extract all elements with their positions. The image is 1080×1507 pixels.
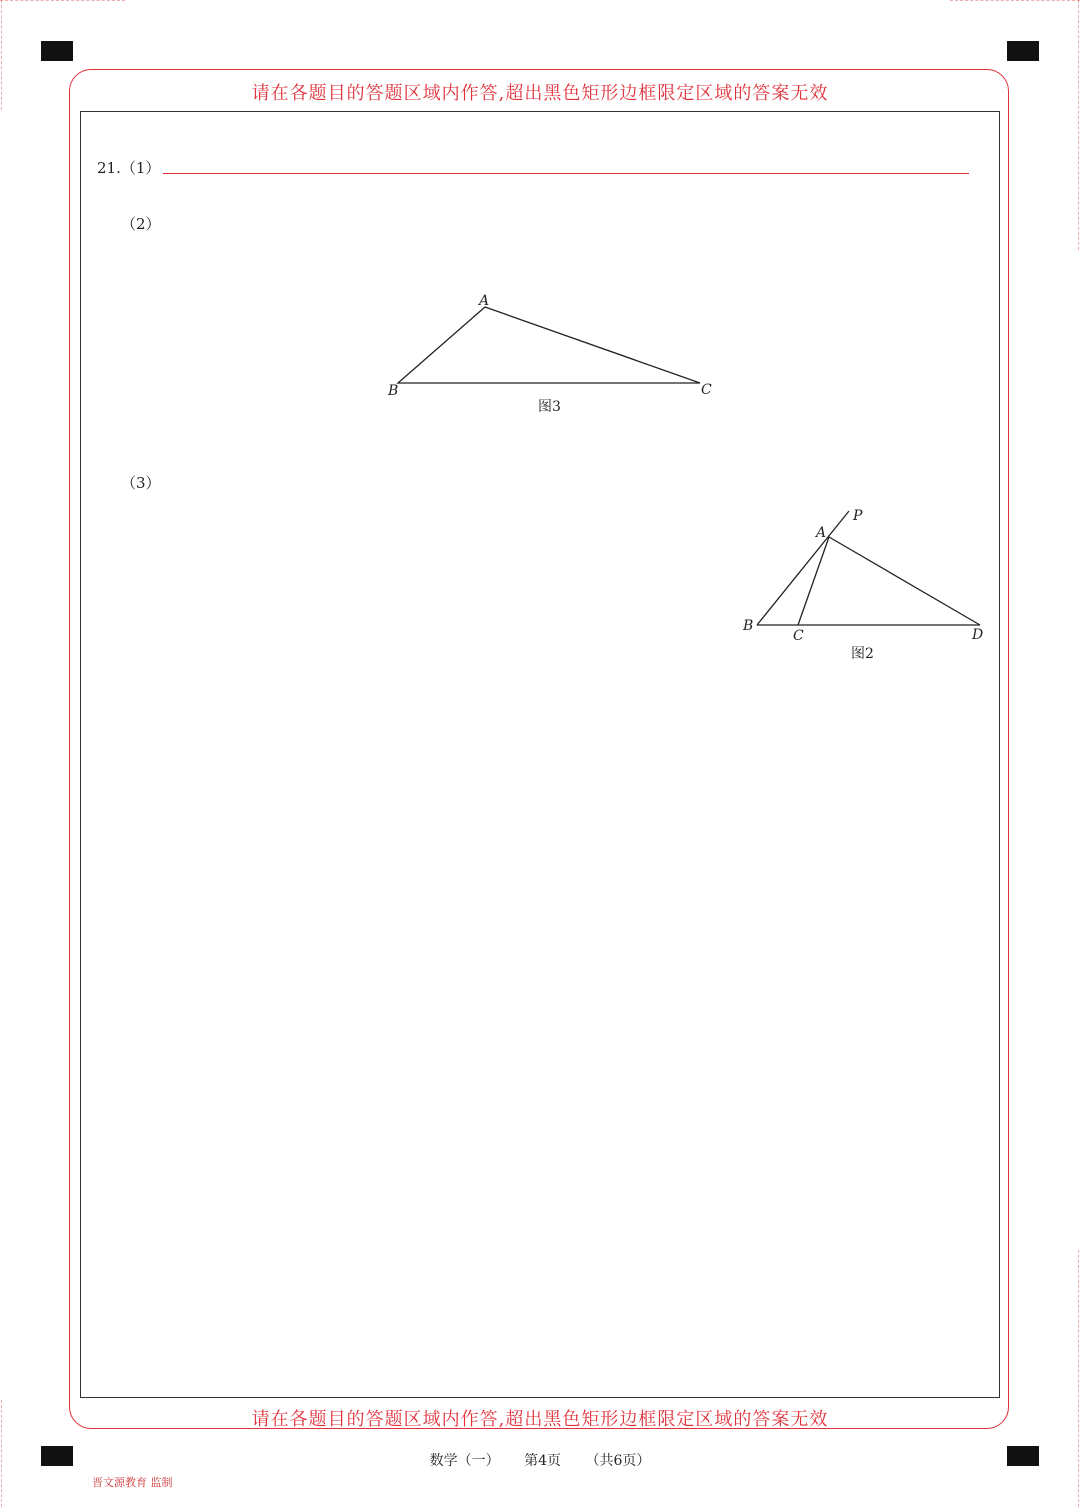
- triangle-abc: [398, 307, 700, 383]
- vertex-label-c: C: [701, 382, 712, 398]
- segment-ac: [798, 537, 829, 625]
- segment-bp: [757, 511, 849, 625]
- warning-text-top: 请在各题目的答题区域内作答,超出黑色矩形边框限定区域的答案无效: [251, 83, 829, 104]
- registration-mark-top-right: [1007, 41, 1039, 61]
- warning-text-bottom: 请在各题目的答题区域内作答,超出黑色矩形边框限定区域的答案无效: [251, 1409, 829, 1430]
- point-label-p: P: [853, 508, 863, 524]
- figure-2-caption: 图2: [851, 646, 874, 662]
- crop-guide-right-top: [1078, 0, 1079, 250]
- point-label-d: D: [972, 627, 984, 643]
- point-label-b: B: [743, 618, 754, 634]
- point-label-c: C: [793, 628, 804, 644]
- figure-3-caption: 图3: [538, 399, 561, 415]
- footer-subject: 数学（一）: [429, 1453, 500, 1469]
- question-21-part1-label: 21.（1）: [97, 159, 161, 177]
- answer-line-part1[interactable]: [163, 173, 969, 174]
- registration-mark-top-left: [41, 41, 73, 61]
- crop-guide-top-left: [0, 0, 125, 1]
- vertex-label-a: A: [479, 293, 490, 309]
- publisher-credit: 晋文源教育 监制: [92, 1476, 173, 1489]
- page-footer: [0, 1450, 1080, 1470]
- question-21-part3-label: （3）: [121, 474, 161, 492]
- figure-3-triangle: [380, 288, 730, 423]
- figure-2-diagram: [738, 503, 993, 668]
- footer-total-pages: （共6页）: [585, 1453, 651, 1469]
- vertex-label-b: B: [388, 383, 399, 399]
- crop-guide-top-right: [950, 0, 1080, 1]
- segment-ad: [829, 537, 980, 625]
- point-label-a: A: [816, 525, 827, 541]
- footer-page-number: 第4页: [524, 1453, 561, 1469]
- question-21-part2-label: （2）: [121, 215, 161, 233]
